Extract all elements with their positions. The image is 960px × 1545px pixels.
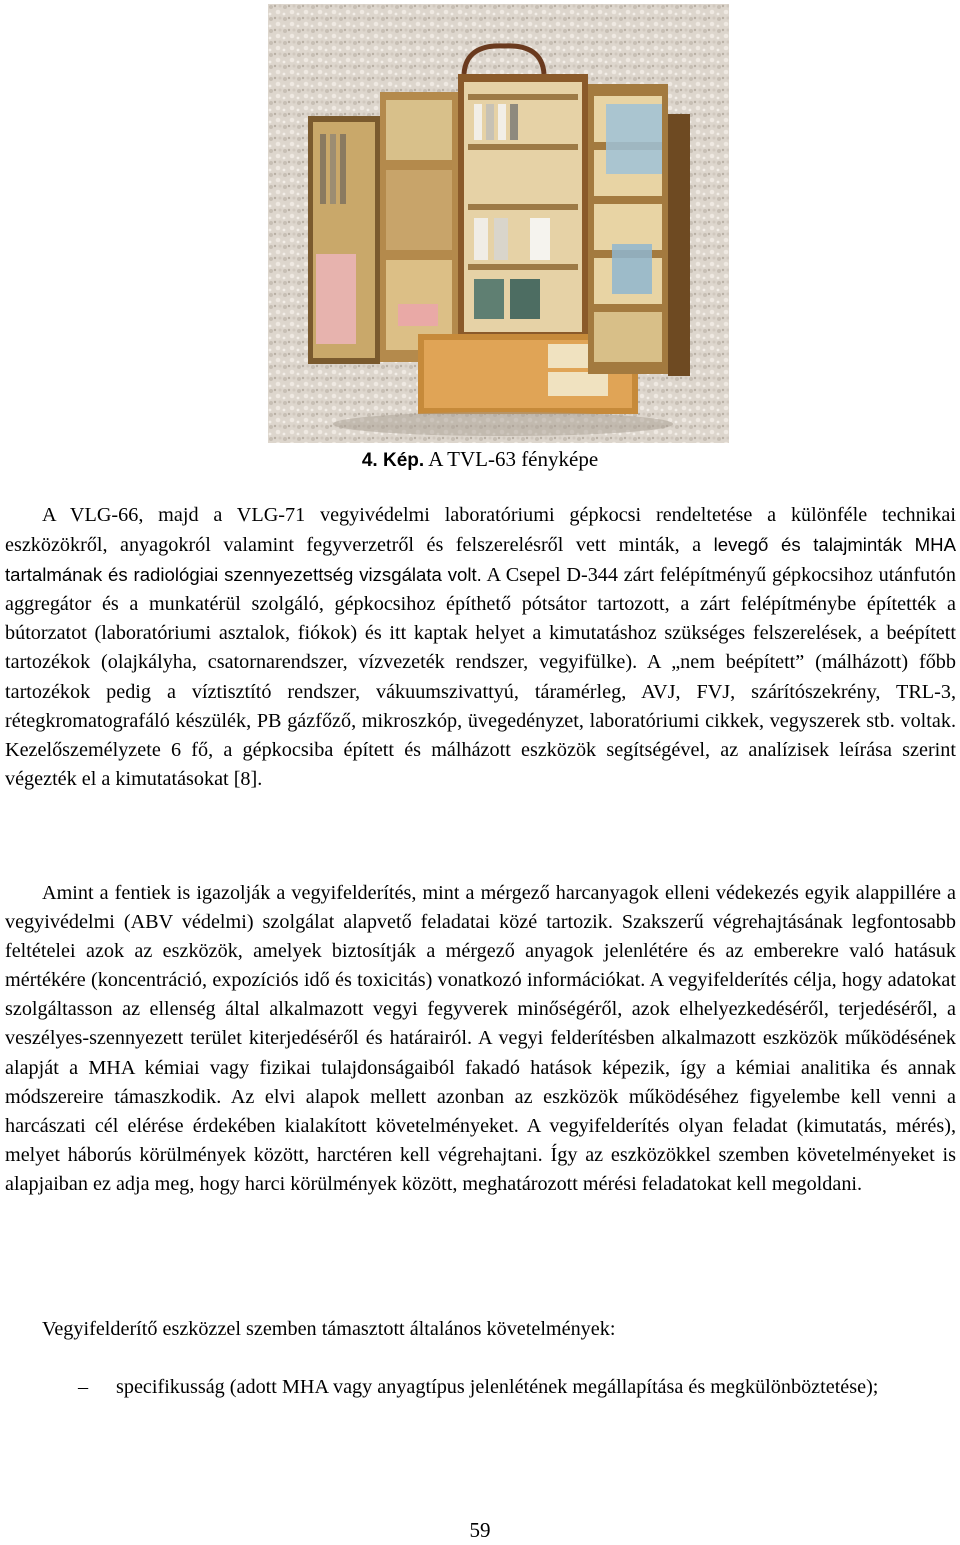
cabinet-illustration-icon — [268, 4, 729, 443]
paragraph-requirements-intro: Vegyifelderítő eszközzel szemben támasztott általános követelmények: — [42, 1318, 616, 1340]
page-number: 59 — [469, 1518, 491, 1542]
list-item — [78, 1373, 956, 1402]
paragraph-vlg-part-a: A VLG-66, majd a VLG-71 vegyivédelmi laboratóriumi gépkocsi rendeltetése a különféle technikai eszközökről, anyagokról valamint fegyverzetről és felszerelésről vett minták, a — [5, 504, 956, 557]
list-item-text: specifikusság (adott MHA vagy anyagtípus jelenlétének megállapítása és megkülönböztetése); — [116, 1376, 879, 1398]
paragraph-vegyifelderites: Amint a fentiek is igazolják a vegyifelderítés, mint a mérgező harcanyagok elleni védekezés egyik alappillére a vegyivédelmi (ABV védelmi) szolgálat alapvető feladatai közé tartozik. Szakszerű végrehajtásának legfontosabb feltételei azok az eszközök, amelyek biztosítják a mérgező anyagok jelenlétére és az emberekre való hatásuk mértékére (koncentráció, expozíciós idő és toxicitás) vonatkozó információkat. A vegyifelderítés célja, hogy adatokat szolgáltasson az ellenség által alkalmazott vegyi fegyverek minőségéről, azok elhelyezkedéséről, terjedéséről, a veszélyes-szennyezett terület kiterjedéséről és határairól. A vegyi felderítésben alkalmazott eszközök működésének alapját a MHA kémiai vagy fizikai tulajdonságaiból fakadó hatások képezik, így a kémiai analitika és annak módszereire támaszkodik. Az elvi alapok mellett azonban az eszközök működéséhez figyelembe kell venni a harcászati cél elérése érdekében kialakított követelményeket. A vegyifelderítés olyan feladat (kimutatás, mérés), melyet háborús körülmények között, harctéren kell végrehajtani. Így az eszközökkel szemben követelményeket is alapjaiban ez adja meg, hogy harci körülmények között, meghatározott mérési feladatokat kell megoldani. — [5, 882, 956, 1195]
laboratory-cabinet-photo — [268, 4, 729, 443]
caption-text: A TVL-63 fényképe — [428, 447, 599, 471]
figure-caption — [0, 446, 960, 474]
caption-label: 4. Kép. — [361, 450, 425, 471]
paragraph-vlg-part-b: A Csepel D-344 zárt felépítményű gépkocsihoz utánfutón aggregátor és a munkatérül szolgáló, gépkocsihoz építhető pótsátor tartozott, a zárt felépítménybe építették a bútorzatot (laboratóriumi asztalok, fiókok) és itt kaptak helyet a kimutatáshoz szükséges felszerelések, a beépített tartozékok (olajkályha, csatornarendszer, vízvezeték rendszer, vegyifülke). A „nem beépített” (málházott) főbb tartozékok pedig a víztisztító rendszer, vákuumszivattyú, táramérleg, AVJ, FVJ, szárítószekrény, TRL-3, rétegkromatografáló készülék, PB gázfőző, mikroszkóp, üvegedényzet, laboratóriumi cikkek, vegyszerek stb. voltak. Kezelőszemélyzete 6 fő, a gépkocsiba épített és málházott eszközök segítségével, az analízisek leírása szerint végezték el a kimutatásokat [8]. — [5, 564, 956, 790]
paragraph-vlg-sans-sentence: levegő és talajminták MHA tartalmának és radiológiai szennyezettség vizsgálata volt. — [5, 534, 956, 586]
list-dash: – — [78, 1376, 89, 1398]
paragraph-vlg — [5, 501, 956, 794]
